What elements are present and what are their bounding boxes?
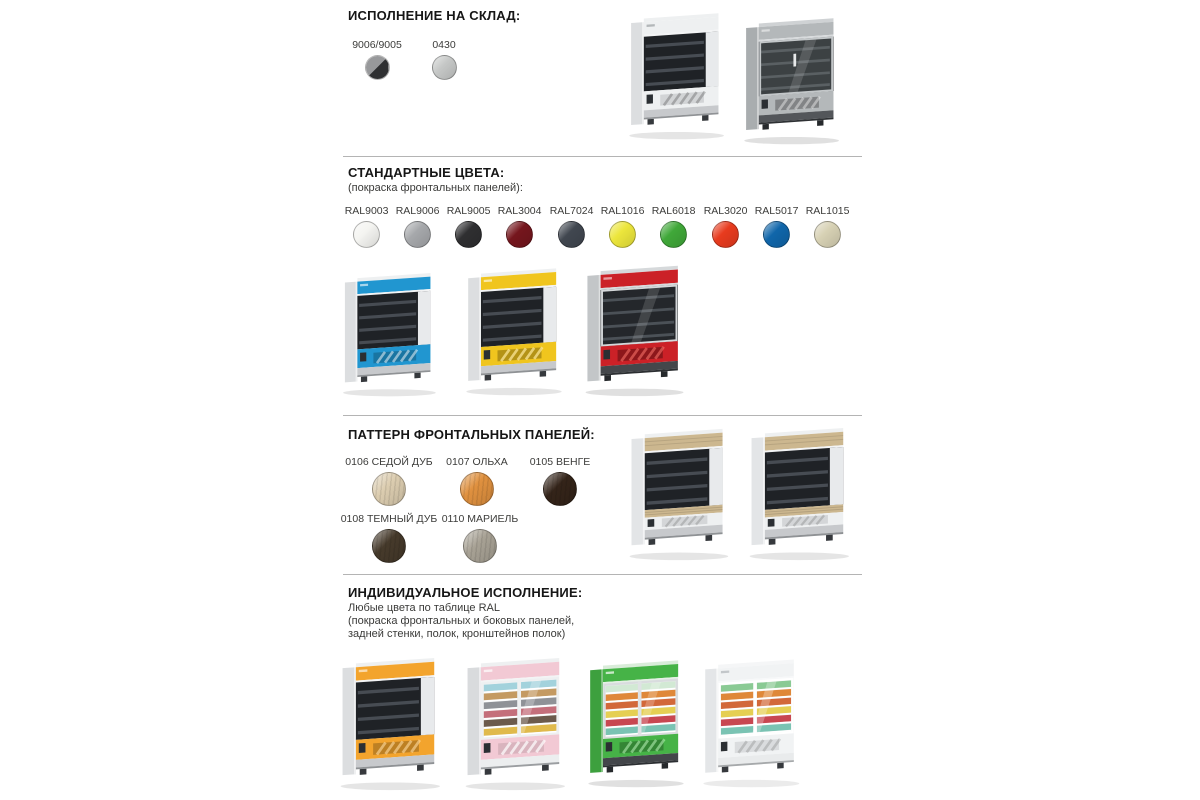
color-swatch-split bbox=[365, 55, 390, 80]
swatch-ral3020 bbox=[700, 205, 751, 248]
section-title-patterns: ПАТТЕРН ФРОНТАЛЬНЫХ ПАНЕЛЕЙ: bbox=[348, 427, 595, 442]
color-swatch bbox=[506, 221, 533, 248]
swatch-9006-9005 bbox=[353, 39, 401, 80]
color-swatch bbox=[558, 221, 585, 248]
section-subtitle-standard-colors: (покраска фронтальных панелей): bbox=[348, 182, 523, 194]
fridge-pattern-wood-2 bbox=[742, 414, 853, 563]
swatch-label: 0106 СЕДОЙ ДУБ bbox=[345, 456, 433, 468]
swatch-label: RAL3020 bbox=[703, 205, 748, 217]
swatch-0106-sedoy-dub bbox=[345, 456, 433, 506]
color-swatch bbox=[404, 221, 431, 248]
swatch-label: 0430 bbox=[432, 39, 456, 51]
section-title-stock: ИСПОЛНЕНИЕ НА СКЛАД: bbox=[348, 8, 521, 23]
color-swatch bbox=[432, 55, 457, 80]
swatch-0108-temnyy-dub bbox=[340, 513, 438, 563]
fridge-custom-green bbox=[581, 647, 687, 790]
section-divider bbox=[343, 574, 862, 575]
swatch-label: 0108 ТЕМНЫЙ ДУБ bbox=[340, 513, 438, 525]
fridge-custom-pink bbox=[458, 644, 569, 793]
swatch-ral5017 bbox=[751, 205, 802, 248]
swatch-label: RAL7024 bbox=[549, 205, 594, 217]
custom-description-line-1: Любые цвета по таблице RAL bbox=[348, 602, 500, 614]
swatch-ral1015 bbox=[802, 205, 853, 248]
swatch-ral9005 bbox=[443, 205, 494, 248]
swatch-ral9003 bbox=[341, 205, 392, 248]
swatch-label: RAL9005 bbox=[446, 205, 491, 217]
color-swatch bbox=[763, 221, 790, 248]
swatch-label: 9006/9005 bbox=[352, 39, 402, 51]
fridge-standard-red bbox=[578, 252, 687, 399]
color-swatch bbox=[712, 221, 739, 248]
swatch-label: 0110 МАРИЕЛЬ bbox=[441, 513, 519, 525]
swatch-label: 0107 ОЛЬХА bbox=[446, 456, 508, 468]
swatch-label: RAL9003 bbox=[344, 205, 389, 217]
swatch-label: RAL9006 bbox=[395, 205, 440, 217]
swatch-ral6018 bbox=[648, 205, 699, 248]
fridge-stock-white bbox=[622, 0, 728, 142]
fridge-custom-white bbox=[696, 646, 803, 790]
custom-description-line-3: задней стенки, полок, кронштейнов полок) bbox=[348, 628, 566, 640]
pattern-swatch bbox=[543, 472, 577, 506]
swatch-label: RAL3004 bbox=[497, 205, 542, 217]
swatch-0430 bbox=[420, 39, 468, 80]
swatch-ral3004 bbox=[494, 205, 545, 248]
swatch-label: RAL5017 bbox=[754, 205, 799, 217]
color-swatch bbox=[660, 221, 687, 248]
swatch-label: RAL6018 bbox=[651, 205, 696, 217]
swatch-label: RAL1016 bbox=[600, 205, 645, 217]
swatch-label: 0105 ВЕНГЕ bbox=[529, 456, 591, 468]
section-title-custom: ИНДИВИДУАЛЬНОЕ ИСПОЛНЕНИЕ: bbox=[348, 585, 583, 600]
swatch-0110-mariel bbox=[438, 513, 522, 563]
swatch-0105-venge bbox=[521, 456, 599, 506]
fridge-standard-yellow bbox=[459, 255, 565, 398]
swatch-ral9006 bbox=[392, 205, 443, 248]
swatch-ral7024 bbox=[546, 205, 597, 248]
fridge-standard-blue bbox=[336, 260, 439, 399]
fridge-pattern-wood-1 bbox=[622, 415, 732, 563]
color-swatch bbox=[609, 221, 636, 248]
swatch-0107-olha bbox=[434, 456, 520, 506]
pattern-swatch bbox=[372, 529, 406, 563]
pattern-swatch bbox=[372, 472, 406, 506]
color-swatch bbox=[455, 221, 482, 248]
pattern-swatch bbox=[460, 472, 494, 506]
fridge-custom-orange bbox=[333, 644, 444, 793]
section-divider bbox=[343, 156, 862, 157]
color-swatch bbox=[353, 221, 380, 248]
custom-description-line-2: (покраска фронтальных и боковых панелей, bbox=[348, 615, 575, 627]
pattern-swatch bbox=[463, 529, 497, 563]
swatch-ral1016 bbox=[597, 205, 648, 248]
swatch-label: RAL1015 bbox=[805, 205, 850, 217]
color-swatch bbox=[814, 221, 841, 248]
fridge-stock-gray bbox=[737, 5, 843, 147]
section-title-standard-colors: СТАНДАРТНЫЕ ЦВЕТА: bbox=[348, 165, 505, 180]
